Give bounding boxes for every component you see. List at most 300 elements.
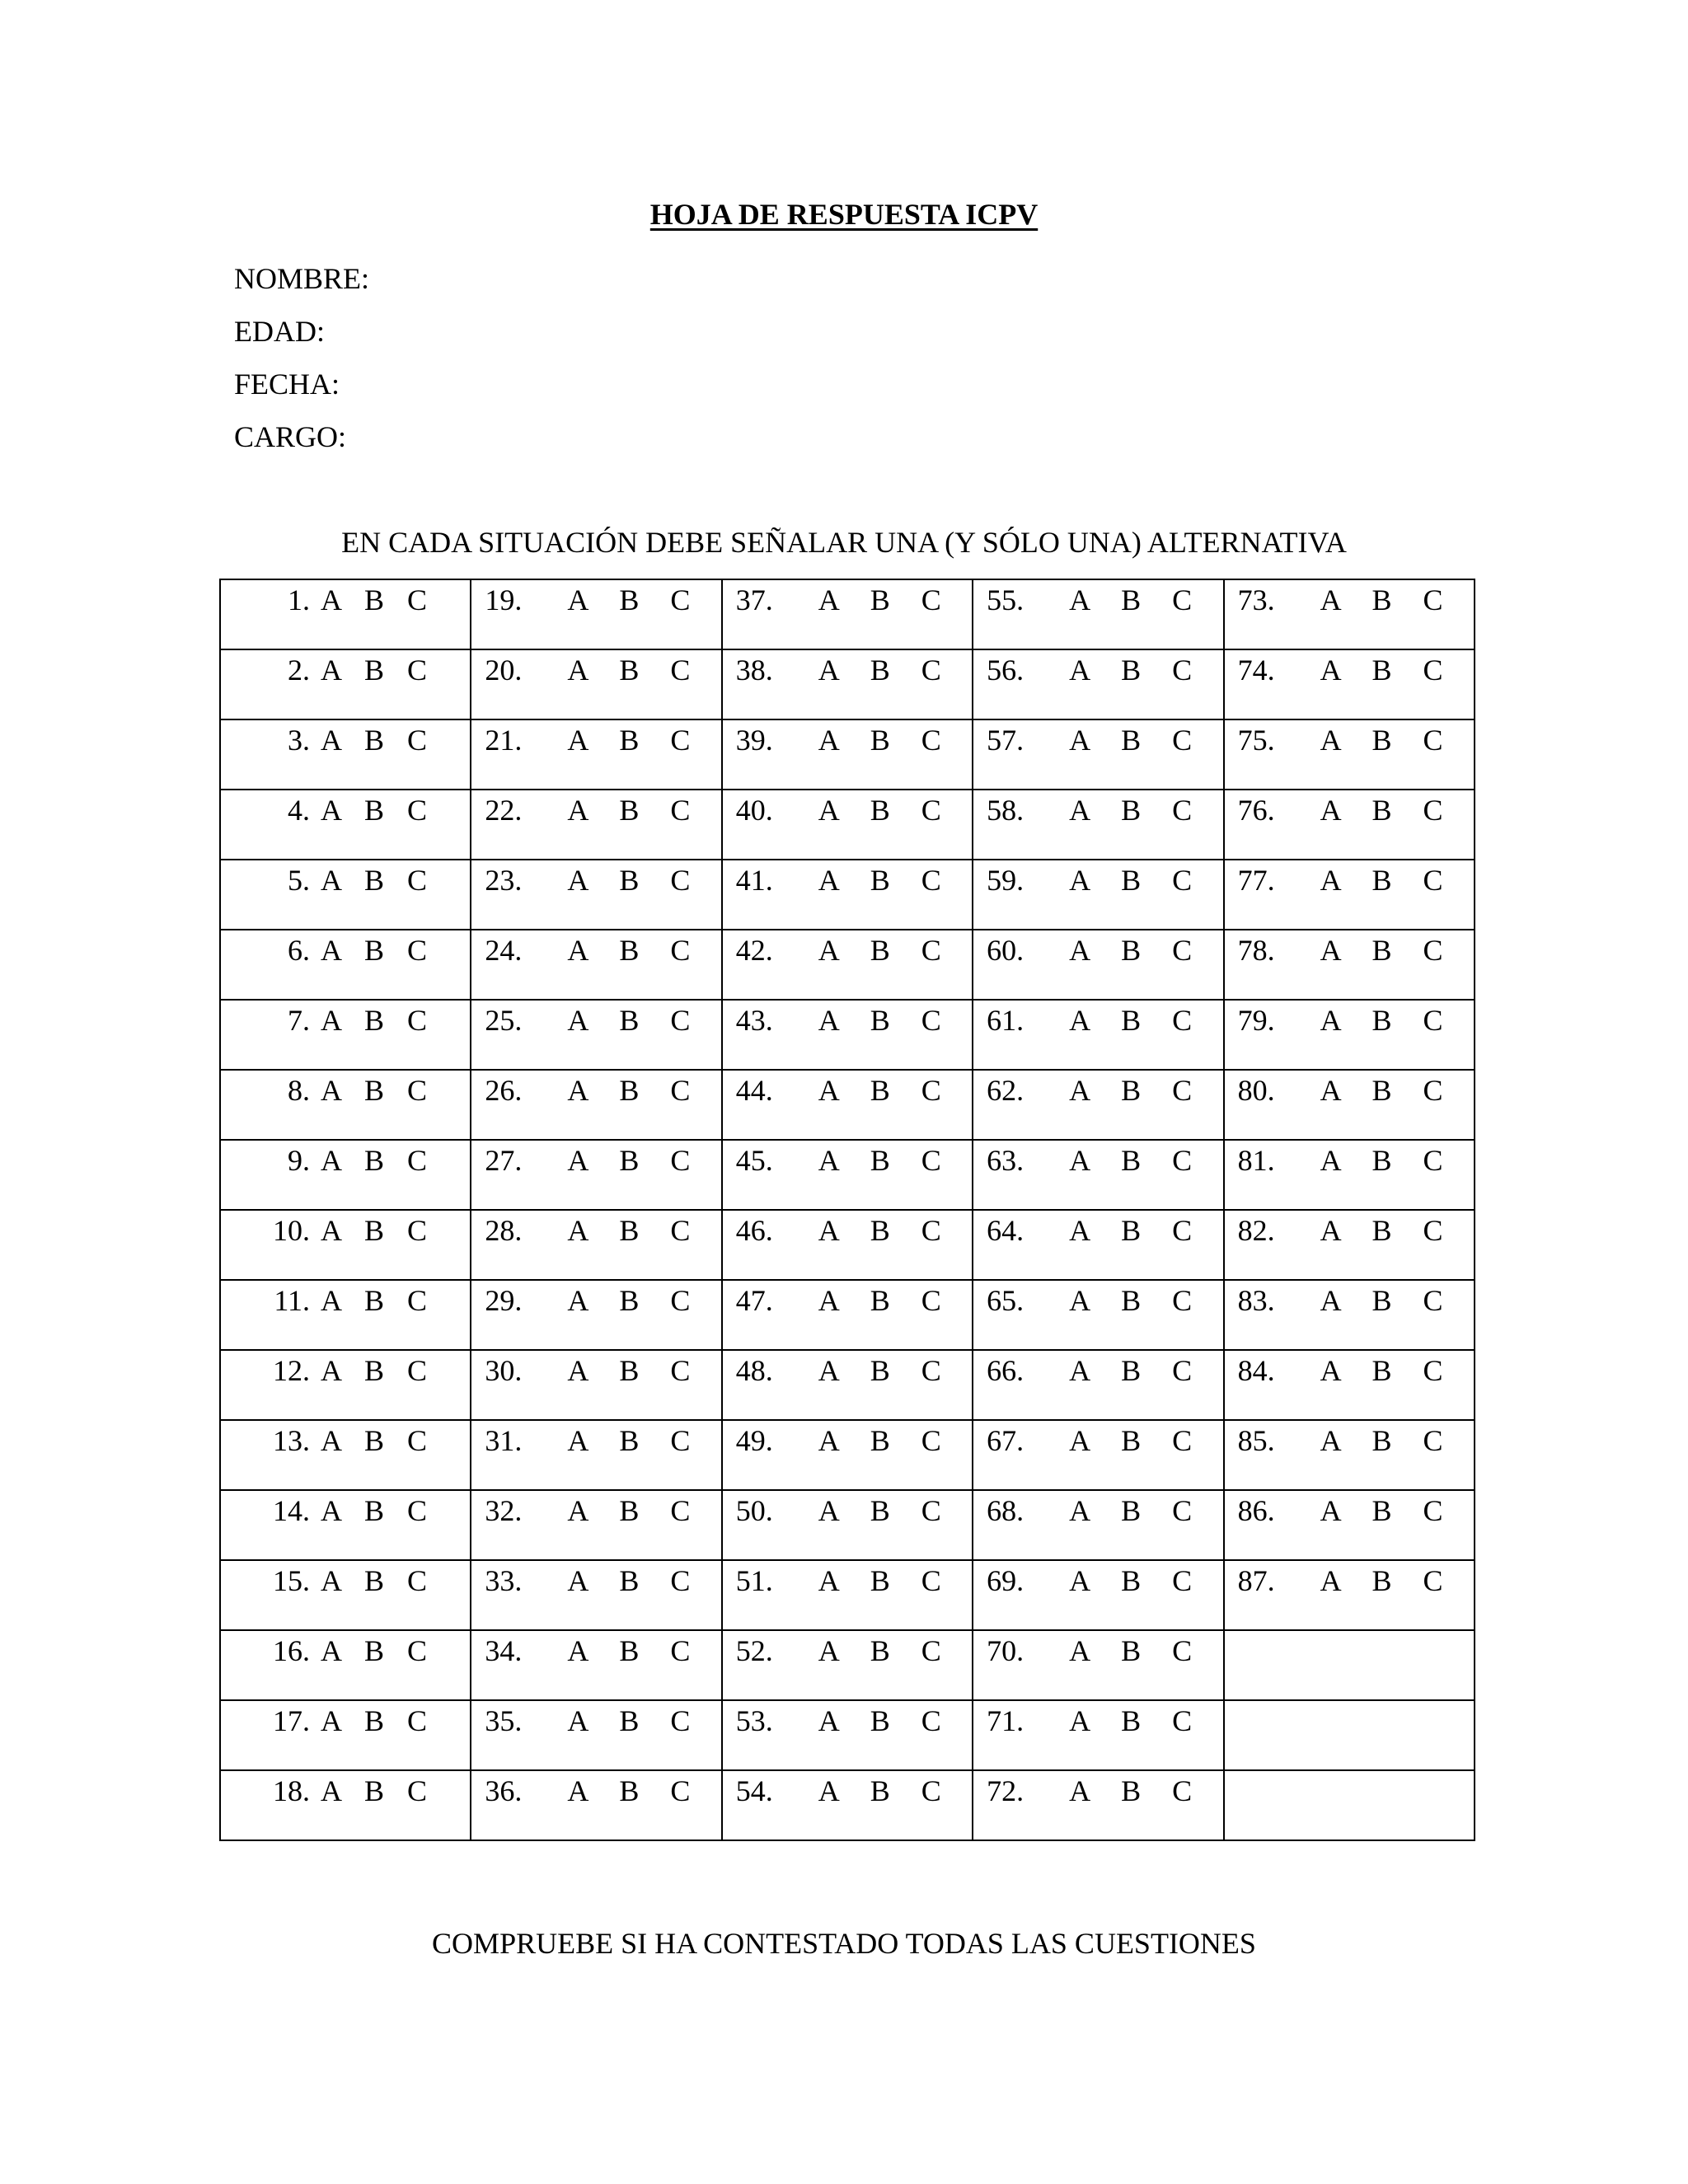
option-c[interactable]: C	[1423, 724, 1443, 757]
option-b[interactable]: B	[1121, 864, 1142, 897]
answer-cell	[973, 579, 1223, 649]
option-a[interactable]: A	[818, 864, 840, 897]
answer-cell	[973, 719, 1223, 790]
option-b[interactable]: B	[619, 934, 640, 967]
option-c[interactable]: C	[1423, 1214, 1443, 1247]
option-a[interactable]: A	[818, 934, 840, 967]
option-c[interactable]: C	[1423, 583, 1443, 616]
option-a[interactable]: A	[1069, 794, 1091, 827]
option-b[interactable]: B	[363, 583, 384, 616]
option-a[interactable]: A	[567, 1214, 589, 1247]
answer-cell	[973, 1700, 1223, 1770]
option-c[interactable]: C	[921, 1564, 941, 1597]
option-c[interactable]: C	[406, 1424, 427, 1457]
option-a[interactable]: A	[1069, 1284, 1091, 1317]
option-a[interactable]: A	[567, 794, 589, 827]
option-b[interactable]: B	[1372, 1144, 1392, 1177]
option-b[interactable]: B	[870, 1634, 890, 1667]
option-b[interactable]: B	[1121, 794, 1142, 827]
option-a[interactable]: A	[1069, 654, 1091, 687]
option-b[interactable]: B	[1121, 1144, 1142, 1177]
option-c[interactable]: C	[1172, 1354, 1193, 1387]
option-b[interactable]: B	[363, 1424, 384, 1457]
option-b[interactable]: B	[363, 794, 384, 827]
option-a[interactable]: A	[818, 1564, 840, 1597]
option-c[interactable]: C	[921, 1214, 941, 1247]
option-b[interactable]: B	[619, 1424, 640, 1457]
option-a[interactable]: A	[1320, 724, 1342, 757]
option-b[interactable]: B	[363, 1074, 384, 1107]
option-b[interactable]: B	[1372, 1564, 1392, 1597]
option-b[interactable]: B	[870, 1494, 890, 1527]
option-c[interactable]: C	[406, 1004, 427, 1037]
option-b[interactable]: B	[870, 724, 890, 757]
option-a[interactable]: A	[818, 794, 840, 827]
option-a[interactable]: A	[1320, 1494, 1342, 1527]
option-c[interactable]: C	[1423, 1284, 1443, 1317]
option-c[interactable]: C	[406, 1564, 427, 1597]
option-c[interactable]: C	[670, 934, 691, 967]
option-b[interactable]: B	[363, 1354, 384, 1387]
question-item	[1225, 1141, 1474, 1177]
answer-cell	[1224, 930, 1475, 1000]
question-number: 47.	[735, 1284, 773, 1317]
option-a[interactable]: A	[818, 1144, 840, 1177]
option-c[interactable]: C	[1172, 1144, 1193, 1177]
option-c[interactable]: C	[921, 1354, 941, 1387]
option-a[interactable]: A	[1320, 1214, 1342, 1247]
option-a[interactable]: A	[321, 1774, 342, 1807]
option-c[interactable]: C	[670, 1634, 691, 1667]
option-a[interactable]: A	[567, 1074, 589, 1107]
option-c[interactable]: C	[670, 1704, 691, 1737]
option-c[interactable]: C	[670, 1354, 691, 1387]
option-b[interactable]: B	[1121, 1704, 1142, 1737]
option-a[interactable]: A	[818, 1634, 840, 1667]
option-b[interactable]: B	[1372, 1214, 1392, 1247]
option-b[interactable]: B	[1372, 794, 1392, 827]
option-c[interactable]: C	[670, 1074, 691, 1107]
option-b[interactable]: B	[870, 1074, 890, 1107]
answer-cell	[220, 579, 471, 649]
option-a[interactable]: A	[1069, 583, 1091, 616]
option-c[interactable]: C	[406, 1144, 427, 1177]
option-c[interactable]: C	[921, 583, 941, 616]
option-a[interactable]: A	[1320, 794, 1342, 827]
option-a[interactable]: A	[321, 1564, 342, 1597]
option-c[interactable]: C	[1423, 1004, 1443, 1037]
option-b[interactable]: B	[1121, 1774, 1142, 1807]
option-a[interactable]: A	[1069, 1074, 1091, 1107]
option-b[interactable]: B	[870, 864, 890, 897]
option-a[interactable]: A	[1320, 864, 1342, 897]
personal-fields	[234, 260, 369, 471]
answer-cell	[722, 1420, 973, 1490]
question-item	[973, 1001, 1222, 1037]
option-b[interactable]: B	[1372, 654, 1392, 687]
option-b[interactable]: B	[1121, 1634, 1142, 1667]
option-a[interactable]: A	[567, 1424, 589, 1457]
option-b[interactable]: B	[363, 654, 384, 687]
option-c[interactable]: C	[1172, 934, 1193, 967]
question-item	[1225, 930, 1474, 967]
answer-cell	[722, 579, 973, 649]
option-c[interactable]: C	[921, 864, 941, 897]
option-a[interactable]: A	[1320, 1284, 1342, 1317]
option-a[interactable]: A	[1320, 654, 1342, 687]
option-b[interactable]: B	[619, 794, 640, 827]
option-b[interactable]: B	[1121, 1074, 1142, 1107]
option-b[interactable]: B	[363, 1214, 384, 1247]
option-a[interactable]: A	[321, 1424, 342, 1457]
option-c[interactable]: C	[406, 864, 427, 897]
option-a[interactable]: A	[567, 724, 589, 757]
option-a[interactable]: A	[818, 1284, 840, 1317]
option-c[interactable]: C	[921, 654, 941, 687]
option-c[interactable]: C	[670, 1284, 691, 1317]
option-c[interactable]: C	[921, 1074, 941, 1107]
option-b[interactable]: B	[363, 864, 384, 897]
option-b[interactable]: B	[619, 864, 640, 897]
option-b[interactable]: B	[363, 1144, 384, 1177]
option-b[interactable]: B	[1372, 1494, 1392, 1527]
option-a[interactable]: A	[567, 654, 589, 687]
option-c[interactable]: C	[1423, 1144, 1443, 1177]
option-b[interactable]: B	[870, 583, 890, 616]
option-c[interactable]: C	[1172, 1424, 1193, 1457]
option-b[interactable]: B	[870, 934, 890, 967]
option-c[interactable]: C	[1172, 864, 1193, 897]
option-b[interactable]: B	[1121, 1214, 1142, 1247]
option-a[interactable]: A	[321, 1144, 342, 1177]
option-b[interactable]: B	[1121, 1494, 1142, 1527]
option-a[interactable]: A	[1069, 1704, 1091, 1737]
option-c[interactable]: C	[670, 654, 691, 687]
option-a[interactable]: A	[818, 1074, 840, 1107]
option-a[interactable]: A	[1320, 1144, 1342, 1177]
option-a[interactable]: A	[818, 1354, 840, 1387]
question-number: 62.	[987, 1074, 1025, 1107]
option-c[interactable]: C	[670, 794, 691, 827]
option-c[interactable]: C	[670, 724, 691, 757]
option-a[interactable]: A	[321, 1214, 342, 1247]
option-a[interactable]: A	[1069, 864, 1091, 897]
option-b[interactable]: B	[619, 1144, 640, 1177]
option-b[interactable]: B	[363, 1774, 384, 1807]
option-a[interactable]: A	[1069, 724, 1091, 757]
option-b[interactable]: B	[870, 1564, 890, 1597]
option-b[interactable]: B	[1372, 1424, 1392, 1457]
option-b[interactable]: B	[619, 724, 640, 757]
option-c[interactable]: C	[670, 1774, 691, 1807]
option-b[interactable]: B	[363, 1564, 384, 1597]
option-c[interactable]: C	[1172, 1774, 1193, 1807]
option-a[interactable]: A	[1320, 1074, 1342, 1107]
option-a[interactable]: A	[321, 724, 342, 757]
answer-grid-body	[220, 579, 1475, 1840]
option-b[interactable]: B	[619, 654, 640, 687]
option-c[interactable]: C	[1423, 1074, 1443, 1107]
option-b[interactable]: B	[363, 934, 384, 967]
option-a[interactable]: A	[1069, 1424, 1091, 1457]
option-b[interactable]: B	[363, 1704, 384, 1737]
option-a[interactable]: A	[321, 1634, 342, 1667]
answer-cell	[973, 1560, 1223, 1630]
option-c[interactable]: C	[1172, 583, 1193, 616]
option-c[interactable]: C	[406, 1074, 427, 1107]
option-b[interactable]: B	[619, 1564, 640, 1597]
option-c[interactable]: C	[1423, 1354, 1443, 1387]
option-a[interactable]: A	[818, 1004, 840, 1037]
answer-cell	[471, 1630, 721, 1700]
option-b[interactable]: B	[870, 1144, 890, 1177]
option-a[interactable]: A	[321, 934, 342, 967]
option-c[interactable]: C	[1423, 1494, 1443, 1527]
option-b[interactable]: B	[1372, 583, 1392, 616]
option-a[interactable]: A	[321, 1494, 342, 1527]
option-b[interactable]: B	[870, 1704, 890, 1737]
option-b[interactable]: B	[619, 1284, 640, 1317]
option-b[interactable]: B	[1372, 1354, 1392, 1387]
option-b[interactable]: B	[619, 1634, 640, 1667]
option-a[interactable]: A	[321, 1074, 342, 1107]
option-b[interactable]: B	[1372, 724, 1392, 757]
option-c[interactable]: C	[1423, 864, 1443, 897]
question-item	[221, 1351, 470, 1387]
option-a[interactable]: A	[567, 583, 589, 616]
option-b[interactable]: B	[619, 1004, 640, 1037]
option-c[interactable]: C	[921, 1704, 941, 1737]
question-item	[973, 1771, 1222, 1807]
option-a[interactable]: A	[818, 583, 840, 616]
option-b[interactable]: B	[619, 1774, 640, 1807]
option-b[interactable]: B	[1121, 1004, 1142, 1037]
option-c[interactable]: C	[1172, 1214, 1193, 1247]
option-b[interactable]: B	[870, 1214, 890, 1247]
question-number: 38.	[735, 654, 773, 687]
option-a[interactable]: A	[1069, 1354, 1091, 1387]
option-c[interactable]: C	[1172, 724, 1193, 757]
option-a[interactable]: A	[1320, 1564, 1342, 1597]
option-b[interactable]: B	[619, 1214, 640, 1247]
option-c[interactable]: C	[1172, 1284, 1193, 1317]
option-c[interactable]: C	[1172, 794, 1193, 827]
option-c[interactable]: C	[670, 864, 691, 897]
option-c[interactable]: C	[921, 1774, 941, 1807]
option-b[interactable]: B	[870, 1284, 890, 1317]
option-b[interactable]: B	[619, 1074, 640, 1107]
option-c[interactable]: C	[406, 1494, 427, 1527]
option-b[interactable]: B	[619, 1354, 640, 1387]
option-c[interactable]: C	[921, 724, 941, 757]
option-c[interactable]: C	[921, 1004, 941, 1037]
option-b[interactable]: B	[1372, 1284, 1392, 1317]
option-c[interactable]: C	[406, 1284, 427, 1317]
option-c[interactable]: C	[670, 583, 691, 616]
option-a[interactable]: A	[1320, 1424, 1342, 1457]
option-c[interactable]: C	[670, 1214, 691, 1247]
answer-cell	[471, 1280, 721, 1350]
question-item	[471, 1351, 720, 1387]
option-b[interactable]: B	[1372, 934, 1392, 967]
option-c[interactable]: C	[670, 1004, 691, 1037]
option-a[interactable]: A	[1069, 934, 1091, 967]
option-c[interactable]: C	[1423, 654, 1443, 687]
option-b[interactable]: B	[870, 654, 890, 687]
option-b[interactable]: B	[1121, 934, 1142, 967]
answer-row	[220, 1350, 1475, 1420]
answer-row	[220, 719, 1475, 790]
option-c[interactable]: C	[921, 1284, 941, 1317]
option-b[interactable]: B	[870, 1424, 890, 1457]
option-c[interactable]: C	[1172, 1564, 1193, 1597]
option-a[interactable]: A	[1069, 1634, 1091, 1667]
option-a[interactable]: A	[567, 1774, 589, 1807]
option-a[interactable]: A	[818, 1774, 840, 1807]
option-b[interactable]: B	[1372, 1004, 1392, 1037]
option-b[interactable]: B	[1121, 583, 1142, 616]
option-c[interactable]: C	[406, 724, 427, 757]
option-c[interactable]: C	[1423, 934, 1443, 967]
option-c[interactable]: C	[406, 1354, 427, 1387]
option-b[interactable]: B	[619, 1704, 640, 1737]
answer-cell	[722, 860, 973, 930]
option-a[interactable]: A	[567, 1004, 589, 1037]
option-a[interactable]: A	[1320, 583, 1342, 616]
option-b[interactable]: B	[363, 1004, 384, 1037]
option-c[interactable]: C	[1172, 1074, 1193, 1107]
option-c[interactable]: C	[406, 1704, 427, 1737]
option-b[interactable]: B	[619, 583, 640, 616]
question-item	[221, 1771, 470, 1807]
option-c[interactable]: C	[921, 1634, 941, 1667]
option-a[interactable]: A	[1320, 934, 1342, 967]
answer-cell	[220, 1770, 471, 1840]
option-b[interactable]: B	[363, 724, 384, 757]
option-a[interactable]: A	[567, 1634, 589, 1667]
option-c[interactable]: C	[406, 794, 427, 827]
option-a[interactable]: A	[567, 1284, 589, 1317]
option-c[interactable]: C	[1423, 794, 1443, 827]
option-a[interactable]: A	[567, 1564, 589, 1597]
option-b[interactable]: B	[1121, 724, 1142, 757]
option-b[interactable]: B	[363, 1634, 384, 1667]
option-c[interactable]: C	[1172, 654, 1193, 687]
option-a[interactable]: A	[321, 1004, 342, 1037]
option-b[interactable]: B	[1121, 1564, 1142, 1597]
answer-row	[220, 1770, 1475, 1840]
option-b[interactable]: B	[870, 1774, 890, 1807]
option-c[interactable]: C	[670, 1564, 691, 1597]
option-a[interactable]: A	[818, 724, 840, 757]
option-a[interactable]: A	[321, 1284, 342, 1317]
option-c[interactable]: C	[406, 1214, 427, 1247]
option-b[interactable]: B	[1121, 654, 1142, 687]
option-b[interactable]: B	[1372, 864, 1392, 897]
option-b[interactable]: B	[1121, 1354, 1142, 1387]
option-c[interactable]: C	[921, 934, 941, 967]
answer-cell	[722, 1630, 973, 1700]
option-a[interactable]: A	[818, 654, 840, 687]
option-c[interactable]: C	[406, 583, 427, 616]
question-number: 8.	[288, 1074, 310, 1107]
option-a[interactable]: A	[321, 864, 342, 897]
answer-cell	[471, 719, 721, 790]
option-a[interactable]: A	[567, 1494, 589, 1527]
question-number: 6.	[288, 934, 310, 967]
option-a[interactable]: A	[321, 794, 342, 827]
option-b[interactable]: B	[363, 1284, 384, 1317]
question-item	[1225, 580, 1474, 616]
option-a[interactable]: A	[1069, 1564, 1091, 1597]
option-b[interactable]: B	[870, 794, 890, 827]
option-a[interactable]: A	[1320, 1004, 1342, 1037]
option-b[interactable]: B	[870, 1004, 890, 1037]
question-item	[221, 930, 470, 967]
option-b[interactable]: B	[870, 1354, 890, 1387]
option-a[interactable]: A	[1069, 1494, 1091, 1527]
option-a[interactable]: A	[1069, 1144, 1091, 1177]
option-a[interactable]: A	[818, 1704, 840, 1737]
option-a[interactable]: A	[567, 1144, 589, 1177]
option-c[interactable]: C	[921, 1144, 941, 1177]
option-c[interactable]: C	[1172, 1634, 1193, 1667]
option-b[interactable]: B	[1121, 1284, 1142, 1317]
option-c[interactable]: C	[406, 934, 427, 967]
option-a[interactable]: A	[321, 583, 342, 616]
option-a[interactable]: A	[321, 654, 342, 687]
question-item	[723, 1211, 972, 1247]
option-a[interactable]: A	[321, 1704, 342, 1737]
option-c[interactable]: C	[1172, 1004, 1193, 1037]
option-c[interactable]: C	[406, 654, 427, 687]
option-a[interactable]: A	[567, 934, 589, 967]
option-a[interactable]: A	[1069, 1774, 1091, 1807]
question-item	[723, 1001, 972, 1037]
answer-cell	[722, 1280, 973, 1350]
option-c[interactable]: C	[1172, 1704, 1193, 1737]
question-number: 69.	[987, 1564, 1025, 1597]
option-a[interactable]: A	[818, 1424, 840, 1457]
option-b[interactable]: B	[363, 1494, 384, 1527]
question-number: 33.	[485, 1564, 523, 1597]
option-a[interactable]: A	[321, 1354, 342, 1387]
option-a[interactable]: A	[1069, 1004, 1091, 1037]
option-a[interactable]: A	[818, 1494, 840, 1527]
option-c[interactable]: C	[670, 1144, 691, 1177]
option-b[interactable]: B	[1372, 1074, 1392, 1107]
option-c[interactable]: C	[1172, 1494, 1193, 1527]
option-a[interactable]: A	[567, 864, 589, 897]
option-c[interactable]: C	[921, 1424, 941, 1457]
option-c[interactable]: C	[406, 1774, 427, 1807]
option-c[interactable]: C	[406, 1634, 427, 1667]
option-b[interactable]: B	[1121, 1424, 1142, 1457]
option-c[interactable]: C	[1423, 1564, 1443, 1597]
option-a[interactable]: A	[567, 1704, 589, 1737]
option-c[interactable]: C	[921, 794, 941, 827]
option-c[interactable]: C	[921, 1494, 941, 1527]
option-c[interactable]: C	[670, 1494, 691, 1527]
option-a[interactable]: A	[818, 1214, 840, 1247]
option-a[interactable]: A	[1069, 1214, 1091, 1247]
answer-cell	[973, 1420, 1223, 1490]
option-c[interactable]: C	[670, 1424, 691, 1457]
option-b[interactable]: B	[619, 1494, 640, 1527]
option-a[interactable]: A	[1320, 1354, 1342, 1387]
option-a[interactable]: A	[567, 1354, 589, 1387]
option-c[interactable]: C	[1423, 1424, 1443, 1457]
